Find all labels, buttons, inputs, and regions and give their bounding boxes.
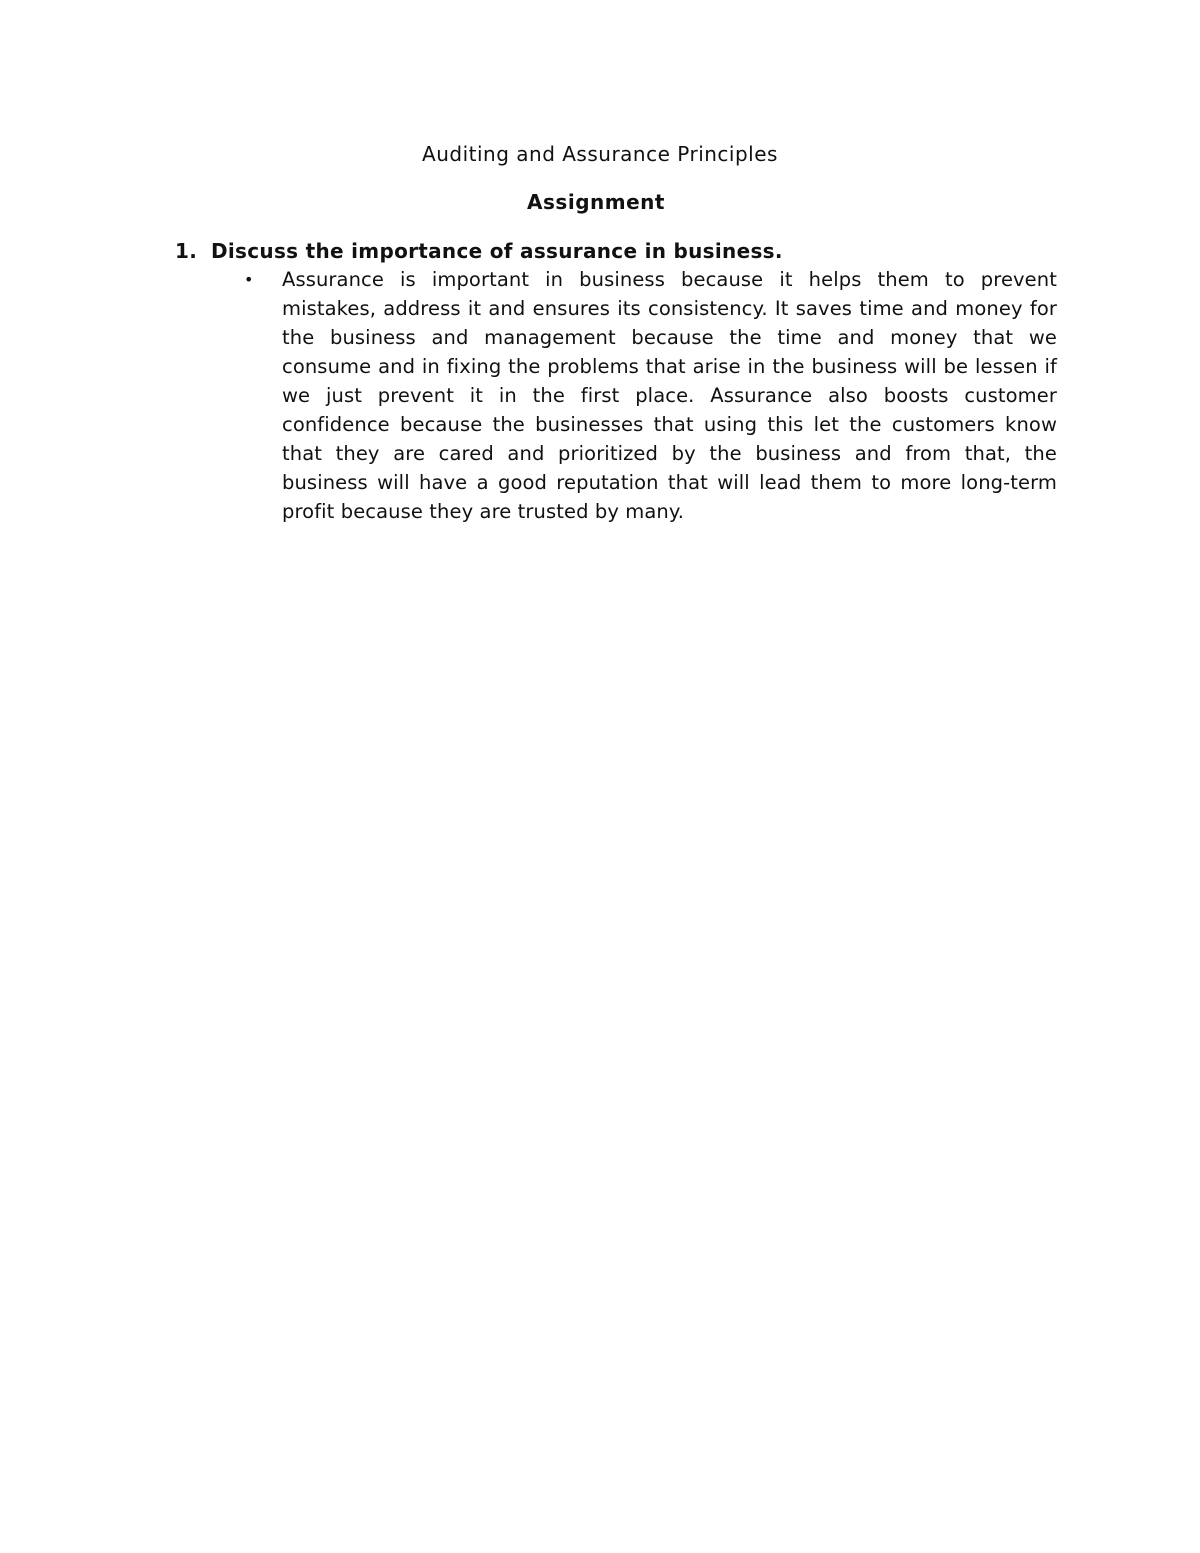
document-title: Auditing and Assurance Principles [422,142,778,166]
bullet-icon: • [244,270,254,289]
document-subtitle: Assignment [527,190,665,214]
question-text: Discuss the importance of assurance in business. [211,239,783,263]
question-item [175,237,1075,265]
answer-paragraph: Assurance is important in business because it helps them to prevent mistakes, address it and ensures its consistency. It saves time and money for the business and management because the time and money that we consume and in fixing the problems that arise in the business will be lessen if we just prevent it in the first place. Assurance also boosts customer confidence because the businesses that using this let the customers know that they are cared and prioritized by the business and from that, the business will have a good reputation that will lead them to more long-term profit because they are trusted by many. [282,268,1057,523]
question-number: 1. [175,239,198,263]
